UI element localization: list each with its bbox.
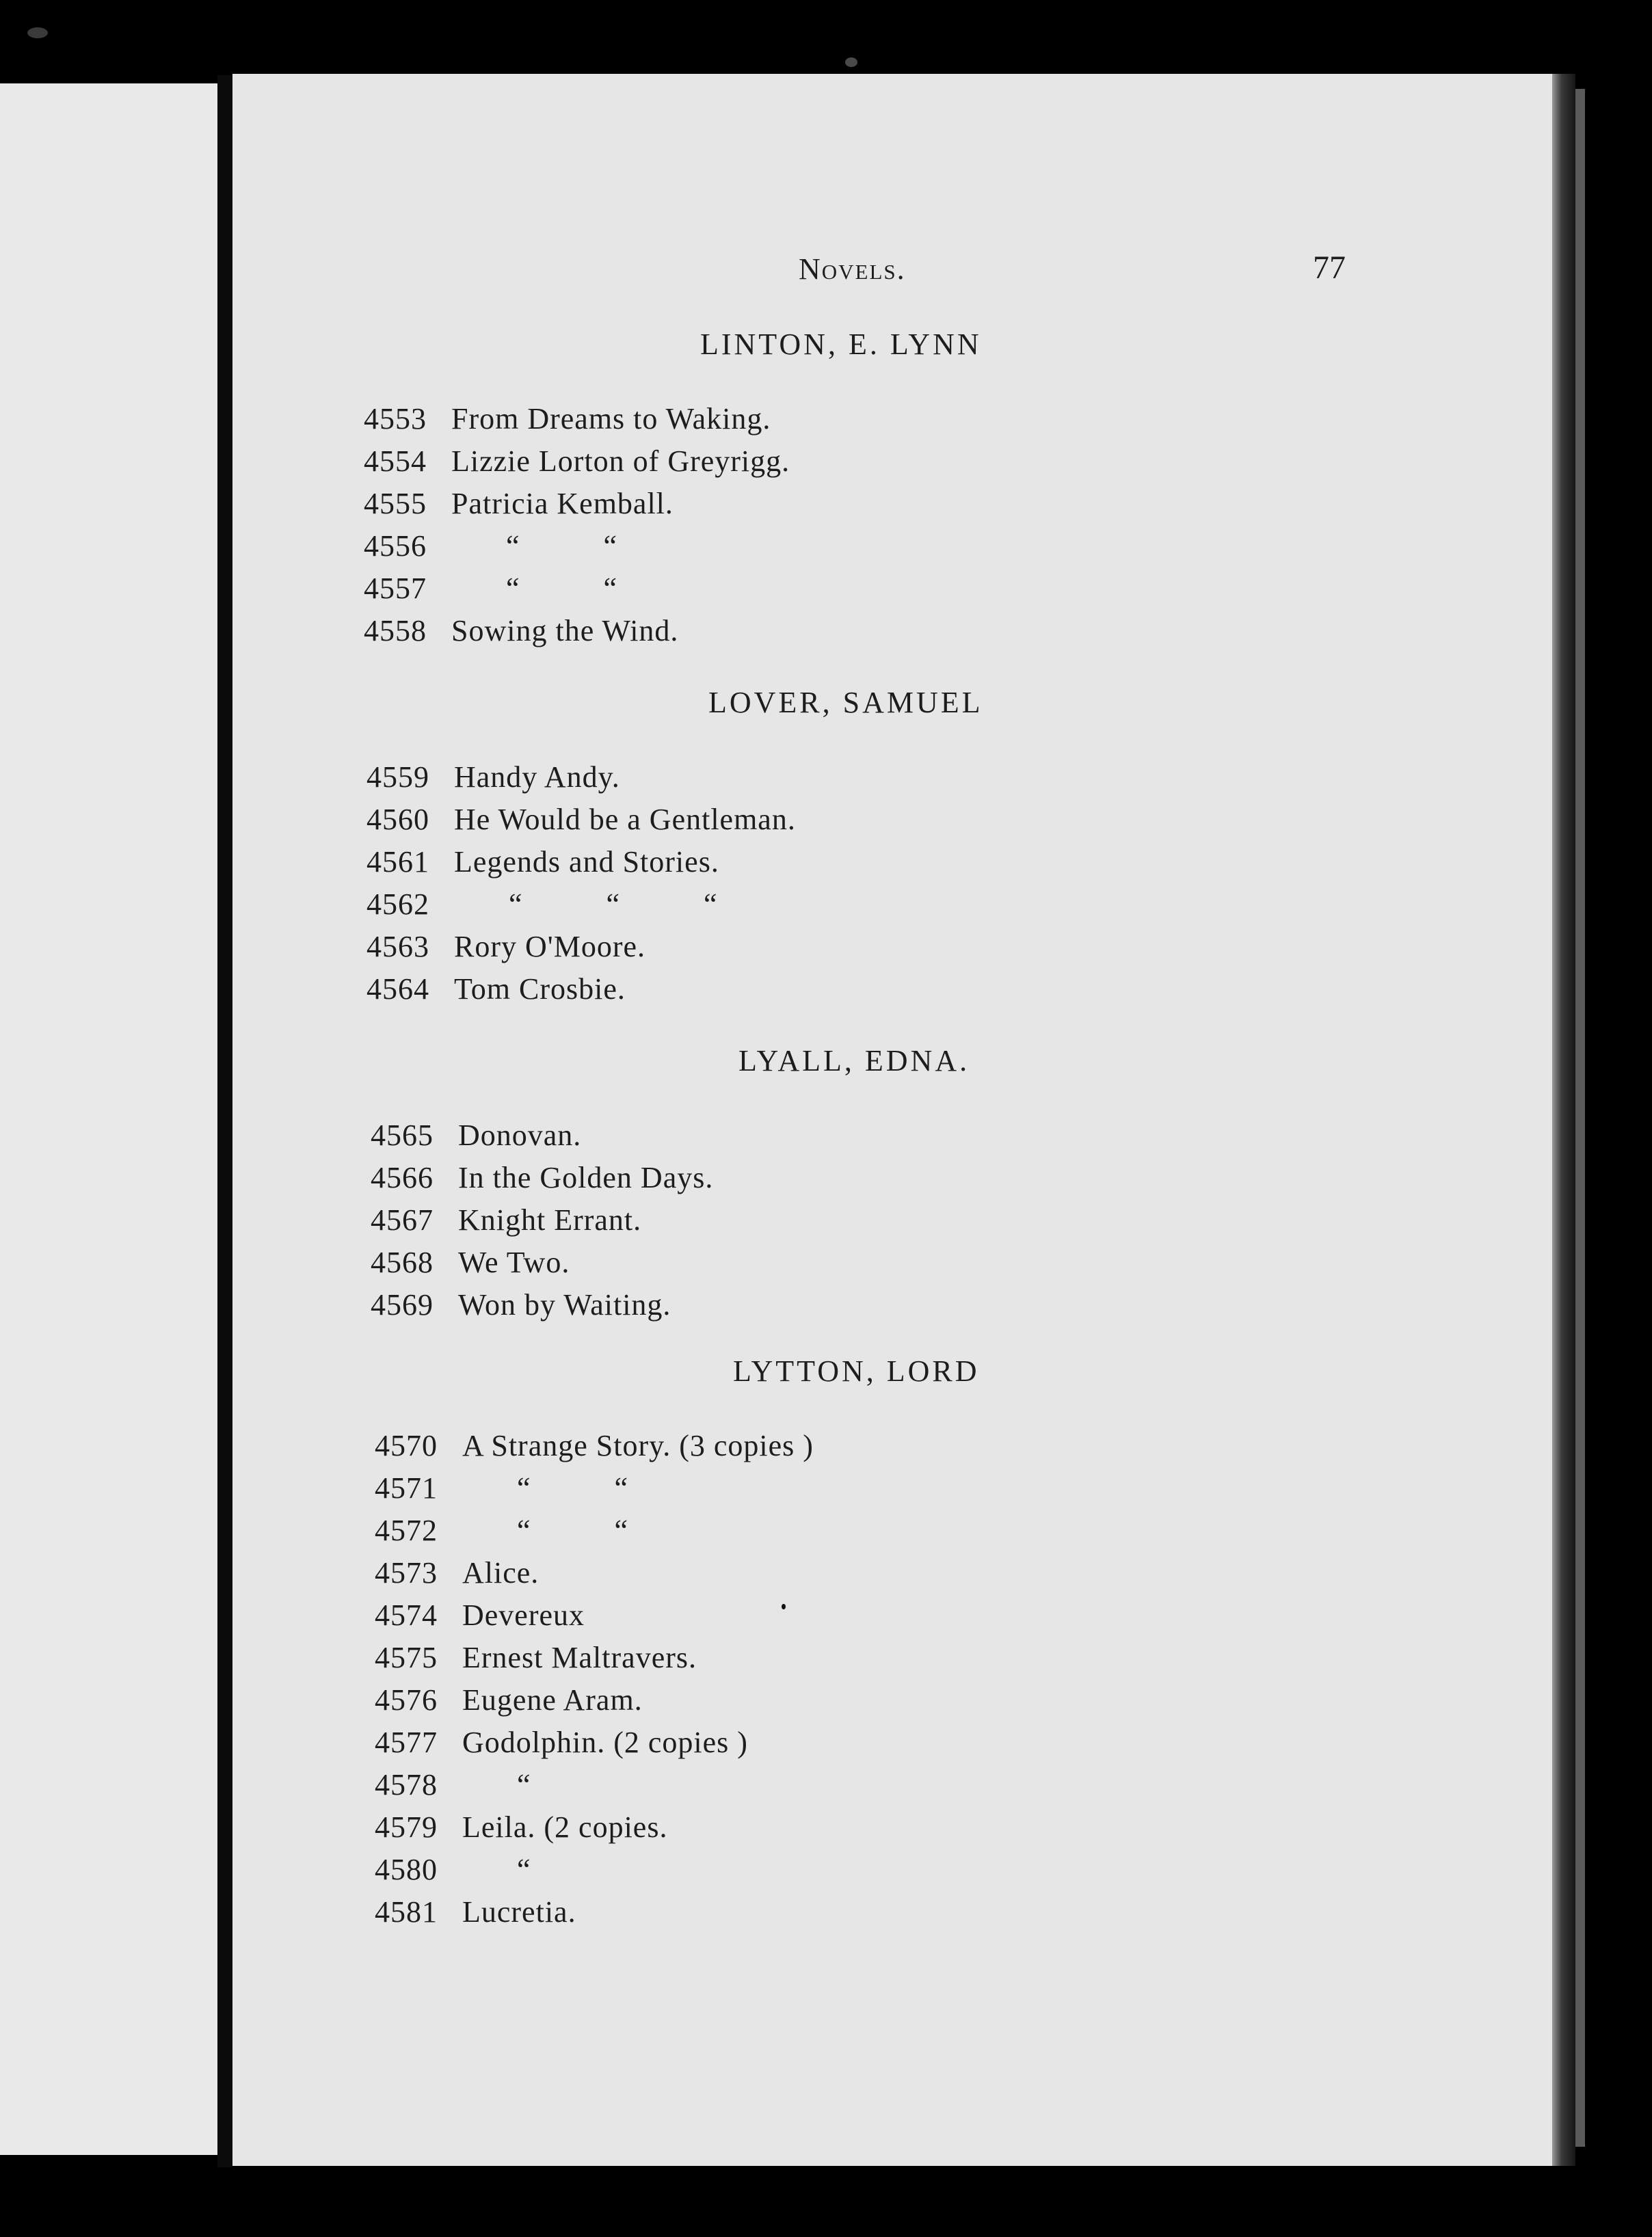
entry-number: 4577 — [375, 1726, 438, 1759]
catalog-entry — [375, 1638, 697, 1678]
entry-number: 4571 — [375, 1471, 438, 1505]
author-heading: LYALL, EDNA. — [738, 1044, 970, 1077]
entry-title: Godolphin. (2 copies ) — [462, 1726, 748, 1759]
entry-number: 4553 — [364, 402, 427, 436]
entry-title: From Dreams to Waking. — [451, 402, 771, 436]
catalog-entry — [371, 1116, 581, 1155]
catalog-entry — [375, 1469, 628, 1508]
catalog-entry — [375, 1850, 531, 1890]
entry-number: 4566 — [371, 1161, 434, 1194]
entry-number: 4555 — [364, 487, 427, 520]
catalog-entry — [364, 569, 617, 608]
entry-title: He Would be a Gentleman. — [454, 803, 796, 836]
entry-title: Alice. — [462, 1556, 539, 1590]
catalog-entry — [375, 1765, 531, 1805]
entry-number: 4557 — [364, 572, 427, 605]
author-heading: LOVER, SAMUEL — [708, 686, 983, 719]
entry-title: Lizzie Lorton of Greyrigg. — [451, 444, 790, 478]
ditto-marks: “ “ — [506, 529, 618, 563]
entry-number: 4562 — [367, 887, 429, 921]
entry-title: A Strange Story. (3 copies ) — [462, 1429, 814, 1462]
scan-speck — [782, 1604, 786, 1609]
catalog-entry — [364, 526, 617, 566]
entry-number: 4573 — [375, 1556, 438, 1590]
catalog-entry — [375, 1596, 585, 1635]
catalog-entry — [364, 611, 678, 651]
catalog-entry — [367, 842, 719, 882]
page-edge-stack — [1575, 89, 1585, 2147]
ditto-marks: “ “ — [517, 1471, 629, 1505]
catalog-entry — [371, 1201, 641, 1240]
ditto-marks: “ “ — [517, 1514, 629, 1547]
entry-number: 4581 — [375, 1895, 438, 1929]
entry-title: We Two. — [458, 1246, 570, 1279]
catalog-entry — [371, 1243, 570, 1283]
catalog-entry — [364, 399, 771, 439]
entry-number: 4575 — [375, 1641, 438, 1674]
ditto-marks: “ — [517, 1853, 531, 1886]
entry-number: 4564 — [367, 972, 429, 1006]
catalog-entry — [364, 484, 674, 524]
entry-number: 4554 — [364, 444, 427, 478]
entry-number: 4563 — [367, 930, 429, 963]
entry-number: 4560 — [367, 803, 429, 836]
catalog-entry — [375, 1892, 576, 1932]
entry-title: Patricia Kemball. — [451, 487, 674, 520]
catalog-entry — [367, 927, 645, 967]
catalog-entry — [375, 1426, 814, 1466]
scan-speck — [27, 27, 48, 38]
entry-title: Tom Crosbie. — [454, 972, 626, 1006]
entry-title: Devereux — [462, 1598, 585, 1632]
entry-number: 4572 — [375, 1514, 438, 1547]
ditto-marks: “ — [517, 1768, 531, 1801]
catalog-entry — [367, 800, 796, 840]
page-number: 77 — [1313, 250, 1346, 286]
entry-title: Eugene Aram. — [462, 1683, 643, 1717]
author-heading: LYTTON, LORD — [733, 1354, 980, 1388]
catalog-entry — [371, 1158, 713, 1198]
catalog-entry — [375, 1511, 628, 1551]
catalog-entry — [367, 969, 626, 1009]
entry-title: Lucretia. — [462, 1895, 576, 1929]
entry-title: In the Golden Days. — [458, 1161, 714, 1194]
entry-title: Donovan. — [458, 1118, 582, 1152]
entry-number: 4567 — [371, 1203, 434, 1237]
entry-number: 4578 — [375, 1768, 438, 1801]
catalog-entry — [375, 1808, 667, 1847]
ditto-marks: “ “ — [506, 572, 618, 605]
ditto-marks: “ “ “ — [509, 887, 718, 921]
entry-title: Rory O'Moore. — [454, 930, 646, 963]
scan-speck — [845, 57, 857, 67]
entry-title: Handy Andy. — [454, 760, 620, 794]
entry-number: 4570 — [375, 1429, 438, 1462]
entry-number: 4574 — [375, 1598, 438, 1632]
catalog-entry — [364, 442, 790, 481]
catalog-entry — [367, 885, 718, 924]
entry-number: 4569 — [371, 1288, 434, 1322]
entry-number: 4558 — [364, 614, 427, 647]
entry-number: 4561 — [367, 845, 429, 879]
entry-title: Ernest Maltravers. — [462, 1641, 697, 1674]
running-head: Novels. — [799, 252, 906, 286]
catalog-entry — [371, 1285, 671, 1325]
entry-title: Sowing the Wind. — [451, 614, 679, 647]
entry-title: Won by Waiting. — [458, 1288, 671, 1322]
entry-number: 4576 — [375, 1683, 438, 1717]
page-edge-shadow — [1552, 74, 1575, 2166]
entry-number: 4580 — [375, 1853, 438, 1886]
entry-number: 4579 — [375, 1810, 438, 1844]
entry-title: Knight Errant. — [458, 1203, 642, 1237]
entry-title: Leila. (2 copies. — [462, 1810, 668, 1844]
catalog-entry — [367, 758, 620, 797]
left-page-blank — [0, 83, 223, 2155]
entry-title: Legends and Stories. — [454, 845, 719, 879]
entry-number: 4559 — [367, 760, 429, 794]
entry-number: 4565 — [371, 1118, 434, 1152]
catalog-entry — [375, 1553, 539, 1593]
catalog-entry — [375, 1680, 643, 1720]
catalog-entry — [375, 1723, 748, 1763]
book-gutter — [217, 75, 232, 2167]
author-heading: LINTON, E. LYNN — [700, 327, 982, 361]
entry-number: 4556 — [364, 529, 427, 563]
entry-number: 4568 — [371, 1246, 434, 1279]
